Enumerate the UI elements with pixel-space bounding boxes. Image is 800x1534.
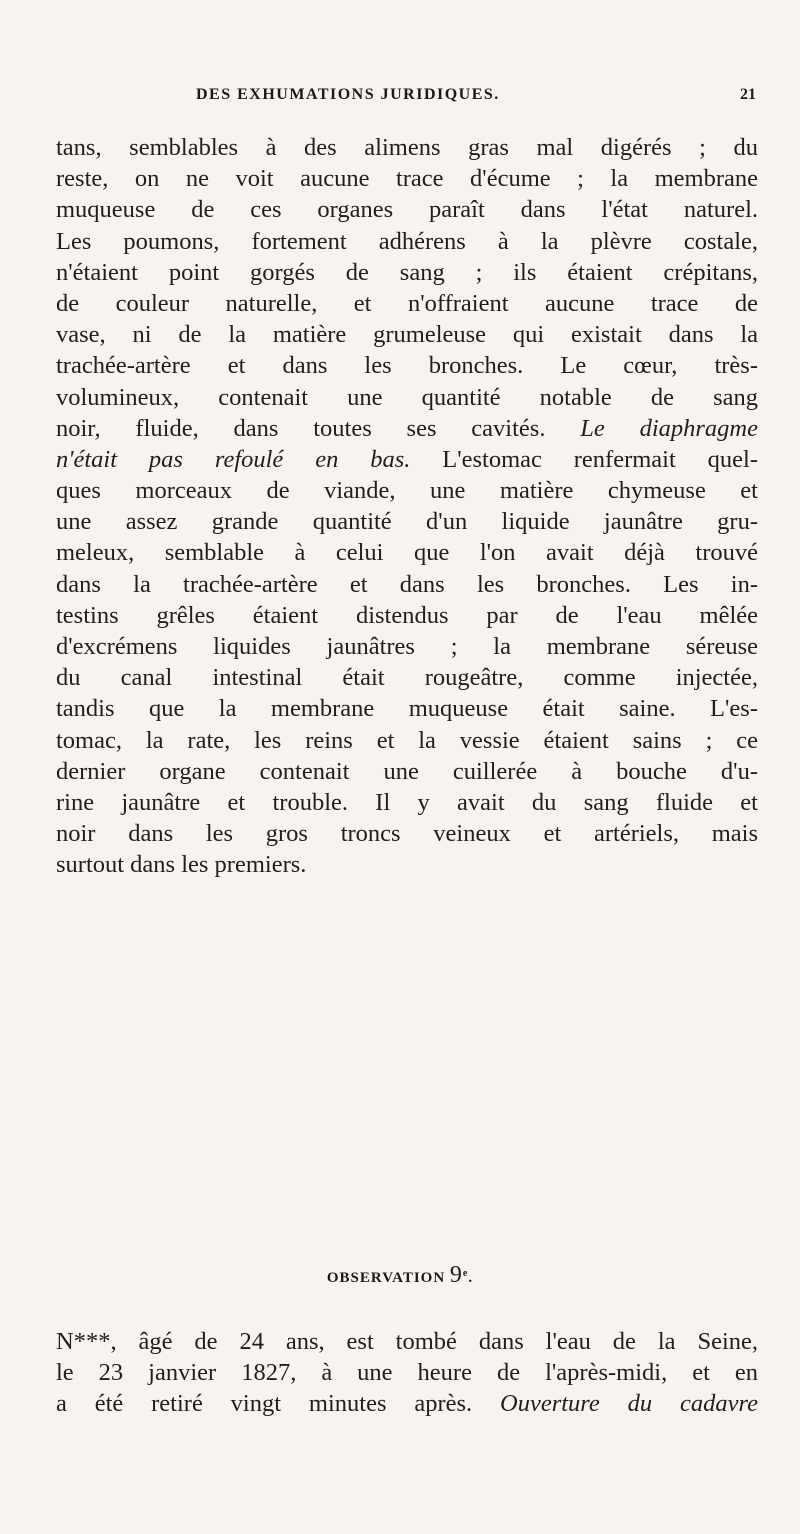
observation-number: 9 <box>449 1262 463 1288</box>
text-line: surtout dans les premiers. <box>56 851 307 879</box>
text-segment: noir, fluide, dans toutes ses cavités. <box>56 414 546 442</box>
page-number: 21 <box>740 86 756 103</box>
text-line: tomac, la rate, les reins et la vessie étaient sains ; ce <box>56 726 758 754</box>
text-segment: L'estomac renfermait quel- <box>442 445 759 473</box>
italic-segment: Ouverture du cadavre <box>500 1390 759 1418</box>
text-line: d'excrémens liquides jaunâtres ; la membrane séreuse <box>56 633 758 660</box>
text-line: noir dans les gros troncs veineux et artériels, mais <box>56 820 758 848</box>
text-line: Les poumons, fortement adhérens à la plèvre costale, <box>56 227 758 255</box>
text-line: tans, semblables à des alimens gras mal digérés ; du <box>56 134 758 161</box>
observation-period: . <box>468 1270 474 1286</box>
text-line: tandis que la membrane muqueuse était saine. L'es- <box>56 695 758 723</box>
text-line: reste, on ne voit aucune trace d'écume ; la membrane <box>56 165 758 193</box>
text-line: vase, ni de la matière grumeleuse qui existait dans la <box>56 321 758 349</box>
text-line: dernier organe contenait une cuillerée à bouche d'u- <box>56 757 758 785</box>
text-line: trachée-artère et dans les bronches. Le cœur, très- <box>56 352 758 380</box>
running-title: DES EXHUMATIONS JURIDIQUES. <box>196 86 500 103</box>
text-line <box>56 444 758 475</box>
text-line: meleux, semblable à celui que l'on avait déjà trouvé <box>56 539 758 567</box>
italic-segment: n'était pas refoulé en bas. <box>56 445 411 473</box>
text-line <box>56 1388 758 1419</box>
observation-heading <box>0 1262 800 1289</box>
text-line: de couleur naturelle, et n'offraient aucune trace de <box>56 289 758 317</box>
text-segment: a été retiré vingt minutes après. <box>56 1390 473 1418</box>
text-line: n'étaient point gorgés de sang ; ils étaient crépitans, <box>56 258 758 286</box>
observation-paragraph <box>56 1326 758 1420</box>
text-line: dans la trachée-artère et dans les bronches. Les in- <box>56 570 758 598</box>
text-line: le 23 janvier 1827, à une heure de l'après-midi, et en <box>56 1359 758 1387</box>
text-line: ques morceaux de viande, une matière chymeuse et <box>56 477 758 505</box>
text-line: une assez grande quantité d'un liquide jaunâtre gru- <box>56 508 758 536</box>
text-line <box>56 413 758 444</box>
text-line: N***, âgé de 24 ans, est tombé dans l'eau de la Seine, <box>56 1328 758 1355</box>
running-head <box>56 86 756 110</box>
body-paragraph <box>56 132 758 881</box>
italic-segment: Le diaphragme <box>580 414 758 442</box>
observation-suffix: e <box>462 1268 469 1279</box>
text-line: du canal intestinal était rougeâtre, comme injectée, <box>56 664 758 692</box>
text-line: muqueuse de ces organes paraît dans l'état naturel. <box>56 196 758 224</box>
observation-label: OBSERVATION <box>326 1270 446 1286</box>
text-line: testins grêles étaient distendus par de l'eau mêlée <box>56 601 758 629</box>
text-line: rine jaunâtre et trouble. Il y avait du sang fluide et <box>56 788 758 816</box>
text-line: volumineux, contenait une quantité notable de sang <box>56 383 758 411</box>
